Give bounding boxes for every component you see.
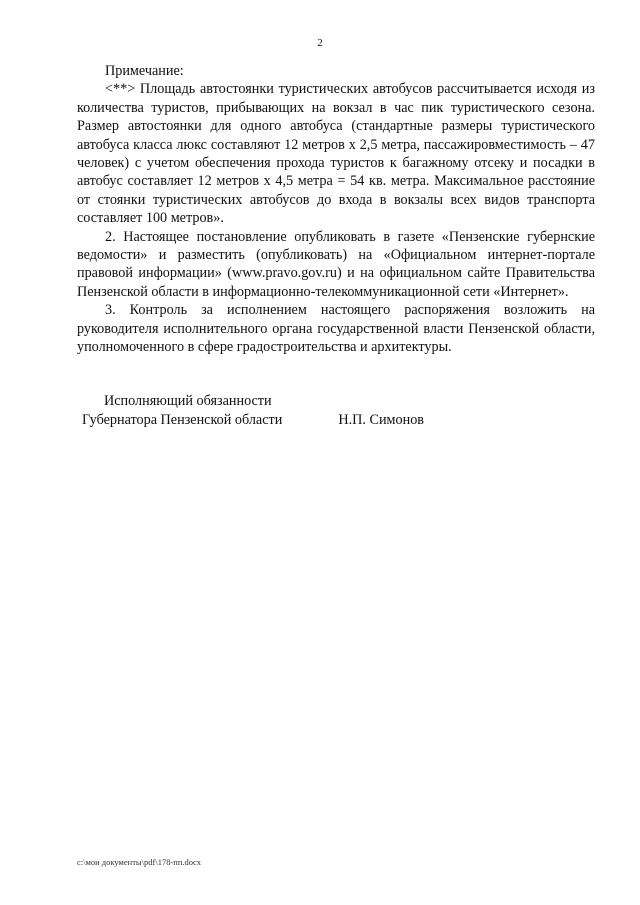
document-body (77, 62, 595, 357)
note-title: Примечание: (105, 63, 184, 79)
control-paragraph: 3. Контроль за исполнением настоящего распоряжения возложить на руководителя исполнительного органа государственной власти Пензенской области, уполномоченного в сфере градостроительства и архитектуры. (77, 302, 595, 356)
publication-paragraph: 2. Настоящее постановление опубликовать в газете «Пензенские губернские ведомости» и разместить (опубликовать) на «Официальном интернет-портале правовой информации» (www.pravo.gov.ru) и на официальном сайте Правительства Пензенской области в информационно-телекоммуникационной сети «Интернет». (77, 228, 595, 300)
note-paragraph: <**> Площадь автостоянки туристических автобусов рассчитывается исходя из количества туристов, прибывающих на вокзал в час пик туристического сезона. Размер автостоянки для одного автобуса (стандартные размеры туристического автобуса класса люкс составляют 12 метров x 2,5 метра, пассажировместимость – 47 человек) с учетом обеспечения прохода туристов к багажному отсеку и посадки в автобус составляет 12 метров x 4,5 метра = 54 кв. метра. Максимальное расстояние от стоянки туристических автобусов до входа в вокзалы всех видов транспорта составляет 100 метров». (77, 81, 595, 227)
signatory-title-line1: Исполняющий обязанности (104, 393, 272, 409)
signature-block (82, 392, 502, 429)
signatory-title-line2: Губернатора Пензенской области (82, 411, 283, 428)
page-number: 2 (317, 37, 323, 49)
footer-file-path: c:\мои документы\pdf\178-пп.docx (77, 857, 202, 867)
signatory-name: Н.П. Симонов (338, 411, 424, 428)
signatory-row (82, 411, 424, 430)
